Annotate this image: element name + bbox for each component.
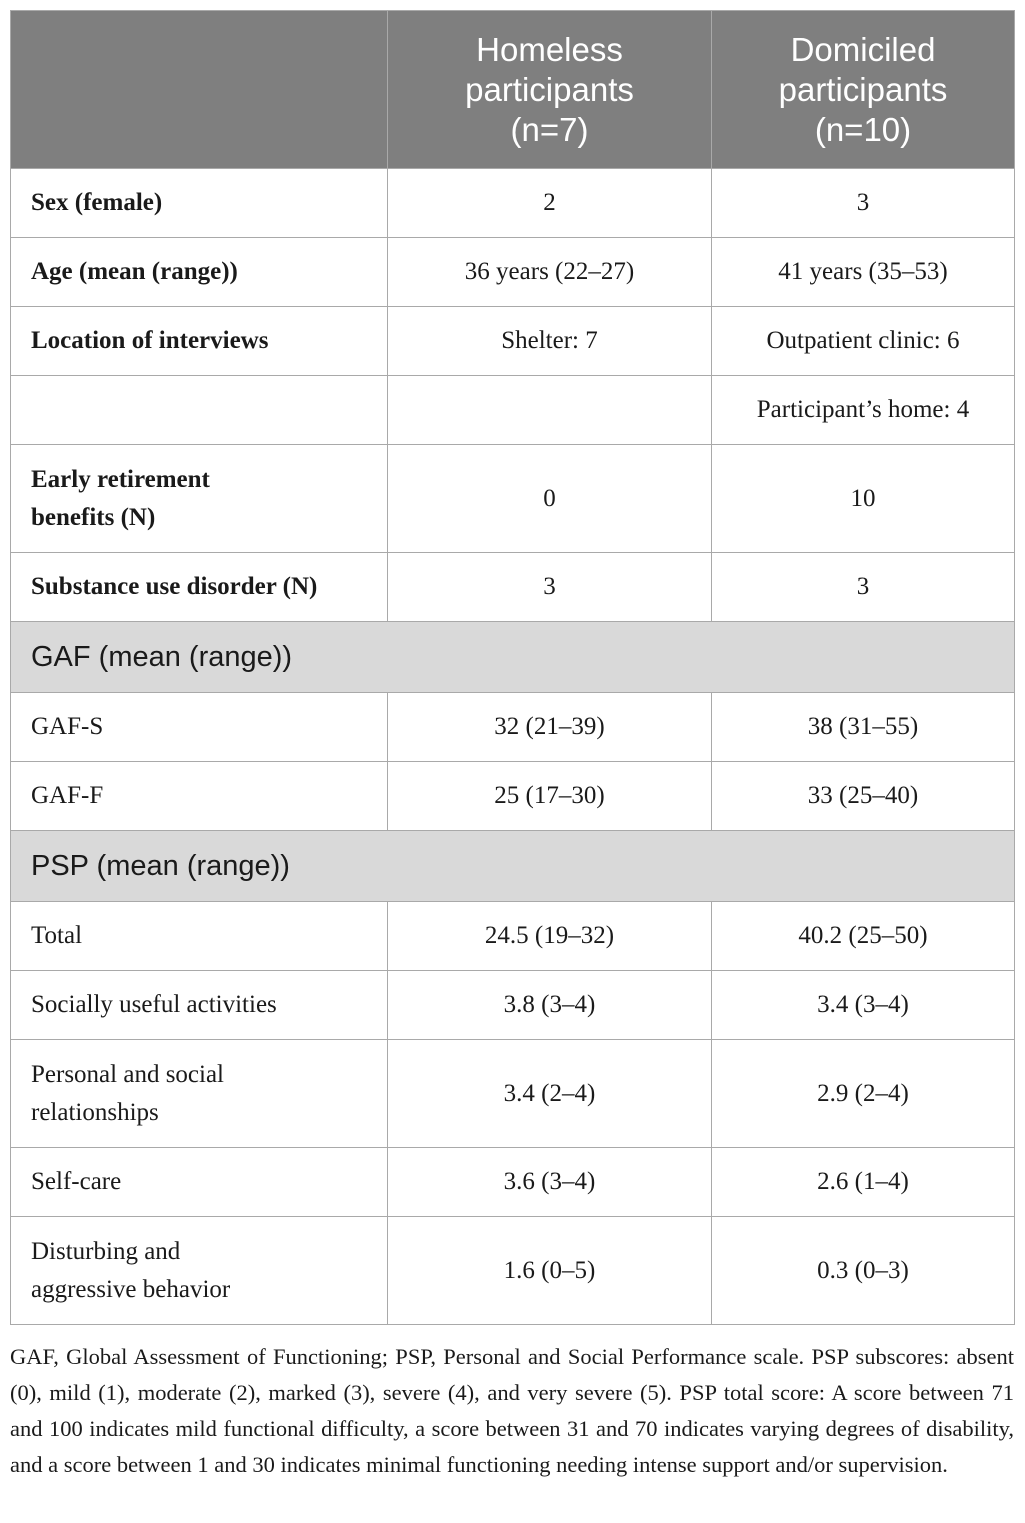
row-label: Socially useful activities (11, 971, 388, 1040)
header-domiciled (712, 11, 1015, 169)
table-row (11, 1217, 1015, 1325)
homeless-value: 36 years (22–27) (388, 238, 712, 307)
table-row (11, 238, 1015, 307)
homeless-value: 3.6 (3–4) (388, 1148, 712, 1217)
table-footnote: GAF, Global Assessment of Functioning; PSP, Personal and Social Performance scale. PSP subscores: absent (0), mild (1), moderate (2), marked (3), severe (4), and very severe (5). PSP total score: A score between 71 and 100 indicates mild functional difficulty, a score between 31 and 70 indicates varying degrees of disability, and a score between 1 and 30 indicates minimal functioning needing intense support and/or supervision. (10, 1344, 1014, 1477)
domiciled-value: 3.4 (3–4) (712, 971, 1015, 1040)
table-row (11, 445, 1015, 553)
row-label-text: Early retirement benefits (N) (31, 465, 210, 531)
table-row (11, 693, 1015, 762)
domiciled-value: 38 (31–55) (712, 693, 1015, 762)
row-label: Location of interviews (11, 307, 388, 376)
table-row (11, 971, 1015, 1040)
domiciled-value: 41 years (35–53) (712, 238, 1015, 307)
section-title: PSP (mean (range)) (11, 831, 1015, 902)
table-row (11, 902, 1015, 971)
row-label: GAF-F (11, 762, 388, 831)
domiciled-value: Participant’s home: 4 (712, 376, 1015, 445)
homeless-value: 1.6 (0–5) (388, 1217, 712, 1325)
row-label-text: Personal and social relationships (31, 1060, 225, 1126)
domiciled-value: 2.6 (1–4) (712, 1148, 1015, 1217)
section-header-gaf (11, 622, 1015, 693)
domiciled-value: 3 (712, 553, 1015, 622)
header-homeless (388, 11, 712, 169)
table-header-row (11, 11, 1015, 169)
row-label (11, 1217, 388, 1325)
domiciled-value: 10 (712, 445, 1015, 553)
row-label (11, 1040, 388, 1148)
row-label: GAF-S (11, 693, 388, 762)
homeless-value (388, 376, 712, 445)
domiciled-value: 0.3 (0–3) (712, 1217, 1015, 1325)
homeless-value: 0 (388, 445, 712, 553)
homeless-value: 3.4 (2–4) (388, 1040, 712, 1148)
table-row (11, 1040, 1015, 1148)
header-empty-cell (11, 11, 388, 169)
row-label (11, 376, 388, 445)
table-row (11, 376, 1015, 445)
homeless-value: 25 (17–30) (388, 762, 712, 831)
homeless-value: Shelter: 7 (388, 307, 712, 376)
row-label (11, 445, 388, 553)
row-label: Age (mean (range)) (11, 238, 388, 307)
table-row (11, 1148, 1015, 1217)
row-label: Total (11, 902, 388, 971)
domiciled-value: 33 (25–40) (712, 762, 1015, 831)
row-label-text: Disturbing and aggressive behavior (31, 1237, 231, 1303)
homeless-value: 24.5 (19–32) (388, 902, 712, 971)
table-row (11, 169, 1015, 238)
participants-table (10, 10, 1015, 1325)
header-homeless-text: Homeless participants (n=7) (465, 30, 634, 148)
homeless-value: 32 (21–39) (388, 693, 712, 762)
section-title: GAF (mean (range)) (11, 622, 1015, 693)
domiciled-value: 3 (712, 169, 1015, 238)
row-label: Substance use disorder (N) (11, 553, 388, 622)
domiciled-value: Outpatient clinic: 6 (712, 307, 1015, 376)
table-row (11, 307, 1015, 376)
header-domiciled-text: Domiciled participants (n=10) (778, 30, 948, 148)
table-row (11, 553, 1015, 622)
row-label: Sex (female) (11, 169, 388, 238)
section-header-psp (11, 831, 1015, 902)
table-row (11, 762, 1015, 831)
domiciled-value: 2.9 (2–4) (712, 1040, 1015, 1148)
domiciled-value: 40.2 (25–50) (712, 902, 1015, 971)
row-label: Self-care (11, 1148, 388, 1217)
homeless-value: 3 (388, 553, 712, 622)
homeless-value: 2 (388, 169, 712, 238)
homeless-value: 3.8 (3–4) (388, 971, 712, 1040)
